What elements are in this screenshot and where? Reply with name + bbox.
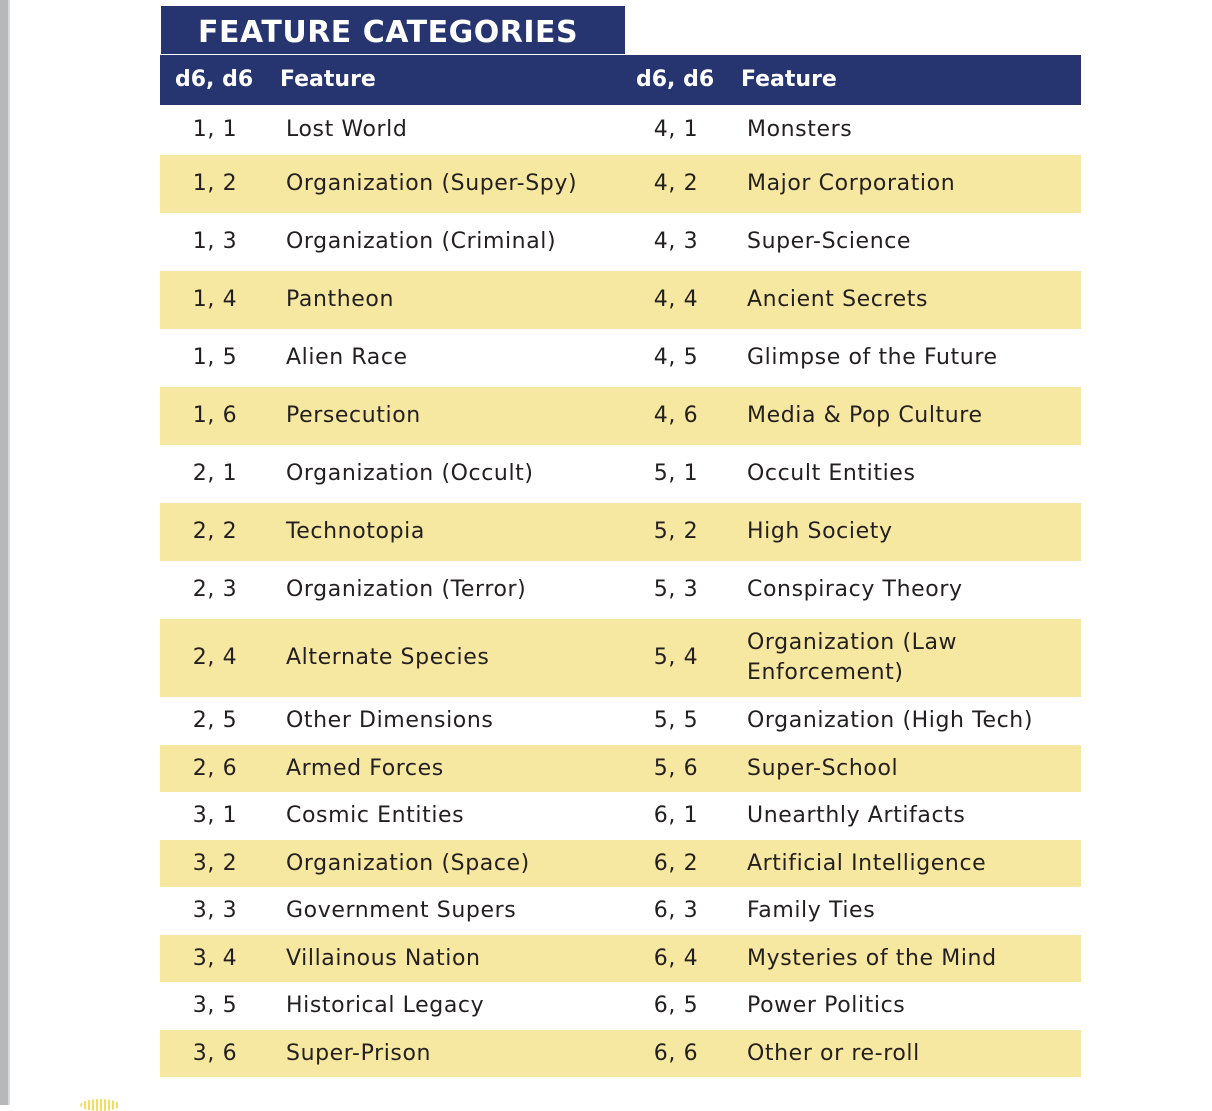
feature-left-cell: Alien Race [286, 345, 408, 370]
feature-right-cell: High Society [747, 519, 893, 544]
feature-right-cell: Media & Pop Culture [747, 403, 983, 428]
roll-right-cell: 5, 4 [653, 645, 699, 670]
feature-left-cell: Organization (Terror) [286, 577, 527, 602]
roll-right-cell: 5, 6 [653, 755, 699, 781]
feature-table [160, 55, 1081, 1077]
roll-right-cell: 5, 2 [653, 519, 699, 544]
feature-left-cell: Persecution [286, 403, 421, 428]
decorative-ornament [80, 1099, 120, 1111]
roll-left-cell: 3, 4 [192, 945, 238, 971]
feature-right-cell: Power Politics [747, 993, 906, 1018]
roll-right-cell: 6, 4 [653, 945, 699, 971]
table-row [160, 619, 1081, 697]
table-row [160, 271, 1081, 329]
table-row [160, 503, 1081, 561]
page-title: FEATURE CATEGORIES [161, 6, 625, 54]
feature-left-cell: Villainous Nation [286, 945, 481, 971]
table-row [160, 697, 1081, 745]
roll-left-cell: 3, 2 [192, 850, 238, 876]
feature-right-cell: Occult Entities [747, 461, 916, 486]
feature-left-cell: Cosmic Entities [286, 803, 465, 828]
table-row [160, 935, 1081, 982]
roll-right-cell: 6, 1 [653, 803, 699, 828]
roll-left-cell: 2, 2 [192, 519, 238, 544]
feature-right-cell: Glimpse of the Future [747, 345, 998, 370]
roll-right-cell: 4, 3 [653, 229, 699, 254]
table-row [160, 445, 1081, 503]
table-row [160, 155, 1081, 213]
feature-right-cell: Family Ties [747, 898, 876, 923]
feature-left-cell: Government Supers [286, 898, 517, 923]
roll-left-cell: 2, 1 [192, 461, 238, 486]
table-row [160, 982, 1081, 1030]
feature-left-cell: Lost World [286, 117, 408, 142]
table-row [160, 887, 1081, 935]
roll-left-cell: 1, 1 [192, 117, 238, 142]
roll-left-cell: 3, 6 [192, 1040, 238, 1066]
header-roll-left: d6, d6 [175, 67, 254, 92]
feature-left-cell: Super-Prison [286, 1040, 432, 1066]
feature-left-cell: Organization (Occult) [286, 461, 534, 486]
roll-right-cell: 4, 1 [653, 117, 699, 142]
roll-right-cell: 6, 2 [653, 850, 699, 876]
table-row [160, 329, 1081, 387]
feature-left-cell: Organization (Super-Spy) [286, 171, 578, 196]
table-row [160, 840, 1081, 887]
table-body [160, 105, 1081, 1077]
roll-left-cell: 1, 3 [192, 229, 238, 254]
header-feature-left: Feature [280, 67, 376, 92]
feature-right-cell: Ancient Secrets [747, 287, 929, 312]
roll-left-cell: 3, 3 [192, 898, 238, 923]
roll-left-cell: 2, 6 [192, 755, 238, 781]
roll-right-cell: 5, 3 [653, 577, 699, 602]
roll-right-cell: 4, 2 [653, 171, 699, 196]
table-row [160, 387, 1081, 445]
roll-right-cell: 4, 4 [653, 287, 699, 312]
feature-left-cell: Organization (Space) [286, 850, 530, 876]
feature-right-cell: Other or re-roll [747, 1040, 920, 1066]
roll-left-cell: 1, 4 [192, 287, 238, 312]
table-row [160, 1030, 1081, 1077]
roll-left-cell: 1, 6 [192, 403, 238, 428]
feature-right-cell: Organization (Law Enforcement) [747, 630, 958, 685]
table-row [160, 792, 1081, 840]
feature-right-cell: Super-School [747, 755, 899, 781]
roll-right-cell: 6, 5 [653, 993, 699, 1018]
roll-left-cell: 2, 4 [192, 645, 238, 670]
roll-left-cell: 1, 2 [192, 171, 238, 196]
roll-left-cell: 2, 3 [192, 577, 238, 602]
feature-left-cell: Alternate Species [286, 645, 490, 670]
roll-left-cell: 3, 1 [192, 803, 238, 828]
feature-left-cell: Pantheon [286, 287, 395, 312]
feature-right-cell: Super-Science [747, 229, 912, 254]
feature-right-cell: Unearthly Artifacts [747, 803, 966, 828]
roll-right-cell: 6, 3 [653, 898, 699, 923]
feature-left-cell: Technotopia [286, 519, 425, 544]
roll-right-cell: 5, 5 [653, 708, 699, 733]
feature-right-cell: Organization (High Tech) [747, 708, 1034, 733]
table-header [160, 55, 1081, 105]
page-edge [0, 0, 10, 1105]
roll-left-cell: 2, 5 [192, 708, 238, 733]
header-roll-right: d6, d6 [636, 67, 715, 92]
header-feature-right: Feature [741, 67, 837, 92]
feature-right-cell: Mysteries of the Mind [747, 945, 997, 971]
table-row [160, 105, 1081, 155]
feature-right-cell: Artificial Intelligence [747, 850, 987, 876]
roll-right-cell: 5, 1 [653, 461, 699, 486]
feature-left-cell: Historical Legacy [286, 993, 485, 1018]
roll-left-cell: 1, 5 [192, 345, 238, 370]
table-row [160, 561, 1081, 619]
feature-left-cell: Organization (Criminal) [286, 229, 557, 254]
table-row [160, 213, 1081, 271]
table-row [160, 745, 1081, 792]
feature-right-cell: Major Corporation [747, 171, 956, 196]
feature-right-cell: Monsters [747, 117, 853, 142]
feature-left-cell: Armed Forces [286, 755, 444, 781]
roll-right-cell: 4, 5 [653, 345, 699, 370]
roll-left-cell: 3, 5 [192, 993, 238, 1018]
roll-right-cell: 6, 6 [653, 1040, 699, 1066]
feature-right-cell: Conspiracy Theory [747, 577, 963, 602]
roll-right-cell: 4, 6 [653, 403, 699, 428]
feature-left-cell: Other Dimensions [286, 708, 494, 733]
